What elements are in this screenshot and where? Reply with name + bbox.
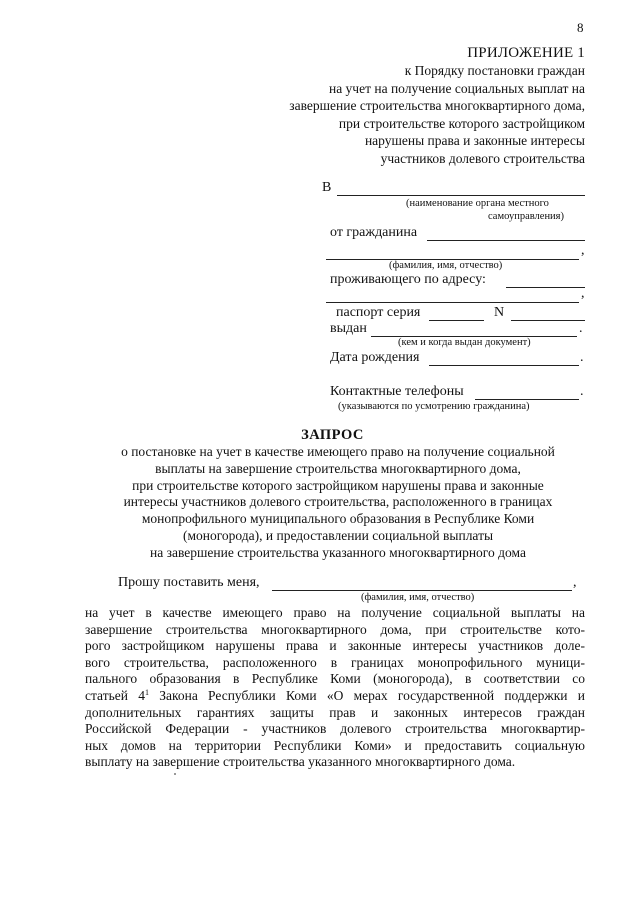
- request-title: ЗАПРОС: [301, 427, 364, 443]
- phones-label: Контактные телефоны: [330, 384, 464, 399]
- appendix-line: к Порядку постановки граждан: [404, 63, 585, 78]
- scan-speck: [174, 773, 176, 775]
- address-field[interactable]: [506, 287, 585, 288]
- ask-hint: (фамилия, имя, отчество): [361, 592, 475, 603]
- subtitle-line: выплаты на завершение строительства многоквартирного дома,: [155, 460, 521, 476]
- body-line: рого застройщиком нарушены права и законные интересы участников доле-: [85, 638, 585, 654]
- name-comma: ,: [581, 243, 585, 258]
- citizen-field[interactable]: [427, 240, 585, 241]
- page-number: 8: [577, 20, 584, 35]
- subtitle-line: при строительстве которого застройщиком нарушены права и законные: [132, 477, 544, 493]
- issued-hint: (кем и когда выдан документ): [398, 337, 531, 348]
- appendix-line: при строительстве которого застройщиком: [338, 115, 585, 131]
- body-line: вого строительства, расположенного в границах монопрофильного муници-: [85, 654, 585, 670]
- body-line: на учет в качестве имеющего право на получение социальной выплаты на: [85, 605, 585, 620]
- subtitle-line: интересы участников долевого строительства, расположенного в границах: [123, 494, 553, 510]
- body-line-article: [85, 688, 585, 705]
- request-body: [85, 605, 585, 771]
- passport-series-field[interactable]: [429, 320, 484, 321]
- appendix-line: на учет на получение социальных выплат на: [328, 80, 585, 96]
- address-label: проживающего по адресу:: [330, 272, 486, 287]
- authority-field[interactable]: [337, 195, 585, 196]
- to-prefix: В: [322, 180, 332, 195]
- authority-hint-line2: самоуправления): [488, 211, 565, 222]
- phones-hint: (указываются по усмотрению гражданина): [338, 401, 530, 412]
- birth-date-label: Дата рождения: [330, 350, 420, 365]
- appendix-line: участников долевого строительства: [380, 150, 585, 166]
- body-line: Российской Федерации - участников долевого строительства многоквартир-: [85, 721, 585, 737]
- address-field-2[interactable]: [326, 302, 579, 303]
- body-line: выплату на завершение строительства указанного многоквартирного дома.: [85, 754, 516, 770]
- ask-comma: ,: [573, 575, 577, 590]
- phones-field[interactable]: [475, 399, 579, 400]
- appendix-header: [230, 44, 585, 167]
- law-name: Закона Республики Коми «О мерах государственной поддержки и: [148, 687, 585, 703]
- passport-series-label: паспорт серия: [336, 305, 421, 320]
- birth-date-field[interactable]: [429, 365, 579, 366]
- appendix-heading: ПРИЛОЖЕНИЕ 1: [467, 45, 585, 61]
- article-ref: статьей 4: [85, 687, 145, 703]
- body-line: дополнительных гарантиях защиты прав и законных интересов граждан: [85, 704, 585, 720]
- authority-hint-line1: (наименование органа местного: [406, 198, 549, 209]
- subtitle-line: на завершение строительства указанного многоквартирного дома: [150, 544, 526, 560]
- name-hint: (фамилия, имя, отчество): [389, 260, 503, 271]
- birth-date-dot: .: [580, 350, 584, 365]
- issued-dot: .: [579, 321, 583, 336]
- appendix-line: нарушены права и законные интересы: [364, 133, 585, 148]
- passport-number-label: N: [494, 305, 505, 320]
- address-comma: ,: [581, 286, 585, 301]
- article-superscript: 1: [144, 687, 149, 697]
- body-line: завершение строительства многоквартирного дома, при строительстве кото-: [85, 621, 585, 637]
- subtitle-line: о постановке на учет в качестве имеющего право на получение социальной: [121, 444, 555, 459]
- ask-label: Прошу поставить меня,: [118, 575, 260, 590]
- request-subtitle: [78, 444, 598, 562]
- subtitle-line: (моногорода), и предоставлении социальной выплаты: [182, 527, 494, 543]
- from-label: от гражданина: [330, 225, 418, 240]
- applicant-name-field[interactable]: [272, 590, 572, 591]
- issued-label: выдан: [330, 321, 367, 336]
- passport-number-field[interactable]: [511, 320, 585, 321]
- appendix-line: завершение строительства многоквартирного дома,: [289, 98, 585, 113]
- subtitle-line: монопрофильного муниципального образования в Республике Коми: [141, 511, 535, 527]
- body-line: ных домов на территории Республики Коми» и предоставить социальную: [85, 737, 585, 753]
- body-line: пального образования в Республике Коми (моногорода), в соответствии со: [85, 671, 585, 687]
- phones-dot: .: [580, 384, 584, 399]
